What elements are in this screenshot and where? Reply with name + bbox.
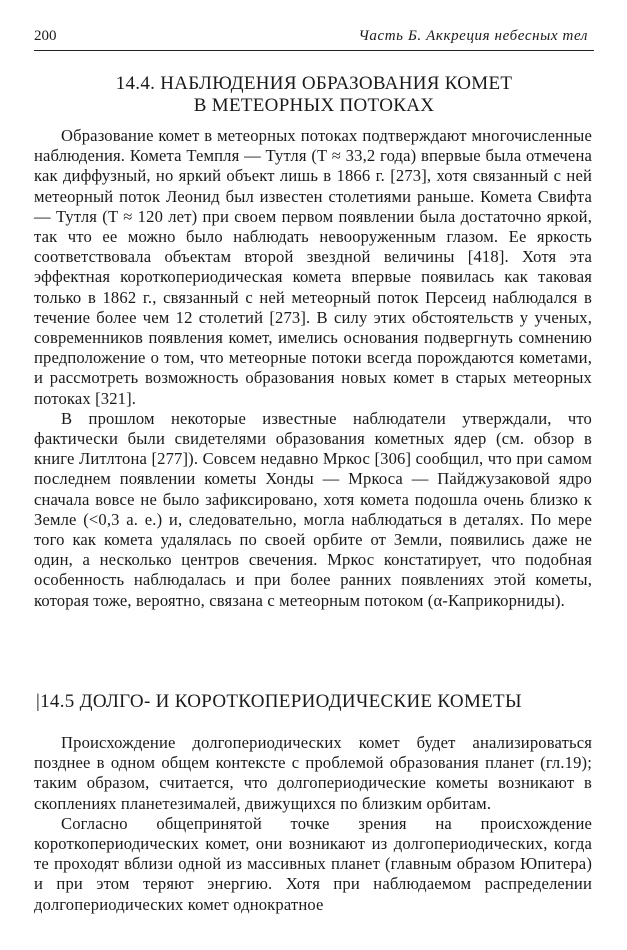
paragraph: Образование комет в метеорных потоках подтверждают многочисленные наблюдения. Комета Темпля — Тутля (T ≈ 33,2 года) впервые была отмечена как диффузный, но яркий объект лишь в 1866 г. [273], хотя связанный с ней метеорный поток Леонид был известен столетиями раньше. Комета Свифта — Тутля (T ≈ 120 лет) при своем первом появлении была достаточно яркой, так что ее можно было наблюдать невооруженным глазом. Ее яркость соответствовала объектам второй звездной величины [418]. Хотя эта эффектная короткопериодическая комета впервые появилась как таковая только в 1862 г., связанный с ней метеорный поток Персеид наблюдался в течение более чем 12 столетий [273]. В силу этих обстоятельств у ученых, современников появления комет, имелись основания подвергнуть сомнению предположение о том, что метеорные потоки всегда порождаются кометами, и рассмотреть возможность образования новых комет в старых метеорных потоках [321]. [34, 126, 592, 408]
paragraph: В прошлом некоторые известные наблюдатели утверждали, что фактически были свидетелями образования кометных ядер (см. обзор в книге Литлтона [277]). Совсем недавно Мркос [306] сообщил, что при самом последнем появлении кометы Хонды — Мркоса — Пайджузаковой ядро сначала вовсе не было зафиксировано, хотя комета подошла очень близко к Земле (<0,3 а. е.) и, следовательно, могла наблюдаться в деталях. По мере того как комета удалялась по своей орбите от Земли, появились даже не один, а несколько центров свечения. Мркос констатирует, что подобная особенность наблюдалась и при более ранних появлениях этой кометы, которая тоже, вероятно, связана с метеорным потоком (α-Каприкорниды). [34, 408, 592, 610]
section-heading-line-1: 14.4. НАБЛЮДЕНИЯ ОБРАЗОВАНИЯ КОМЕТ [115, 73, 513, 94]
running-title: Часть Б. Аккреция небесных тел [358, 28, 588, 44]
section-14-4-body [34, 126, 592, 611]
section-heading-14-4 [34, 73, 594, 117]
section-heading-line-2: В МЕТЕОРНЫХ ПОТОКАХ [193, 95, 435, 116]
page-number: 200 [34, 28, 57, 44]
paragraph: Происхождение долгопериодических комет будет анализироваться позднее в одном общем контексте с проблемой образования планет (гл.19); таким образом, считается, что долгопериодические кометы возникают в скоплениях планетезималей, движущихся по близким орбитам. [34, 733, 592, 813]
section-heading-14-5: |14.5 ДОЛГО- И КОРОТКОПЕРИОДИЧЕСКИЕ КОМЕТЫ [36, 691, 522, 712]
section-14-5-body [34, 733, 592, 915]
running-header [34, 28, 594, 51]
paragraph: Согласно общепринятой точке зрения на происхождение короткопериодических комет, они возникают из долгопериодических, когда те проходят вблизи одной из массивных планет (главным образом Юпитера) и при этом теряют энергию. Хотя при наблюдаемом распределении долгопериодических комет однократное [34, 813, 592, 914]
